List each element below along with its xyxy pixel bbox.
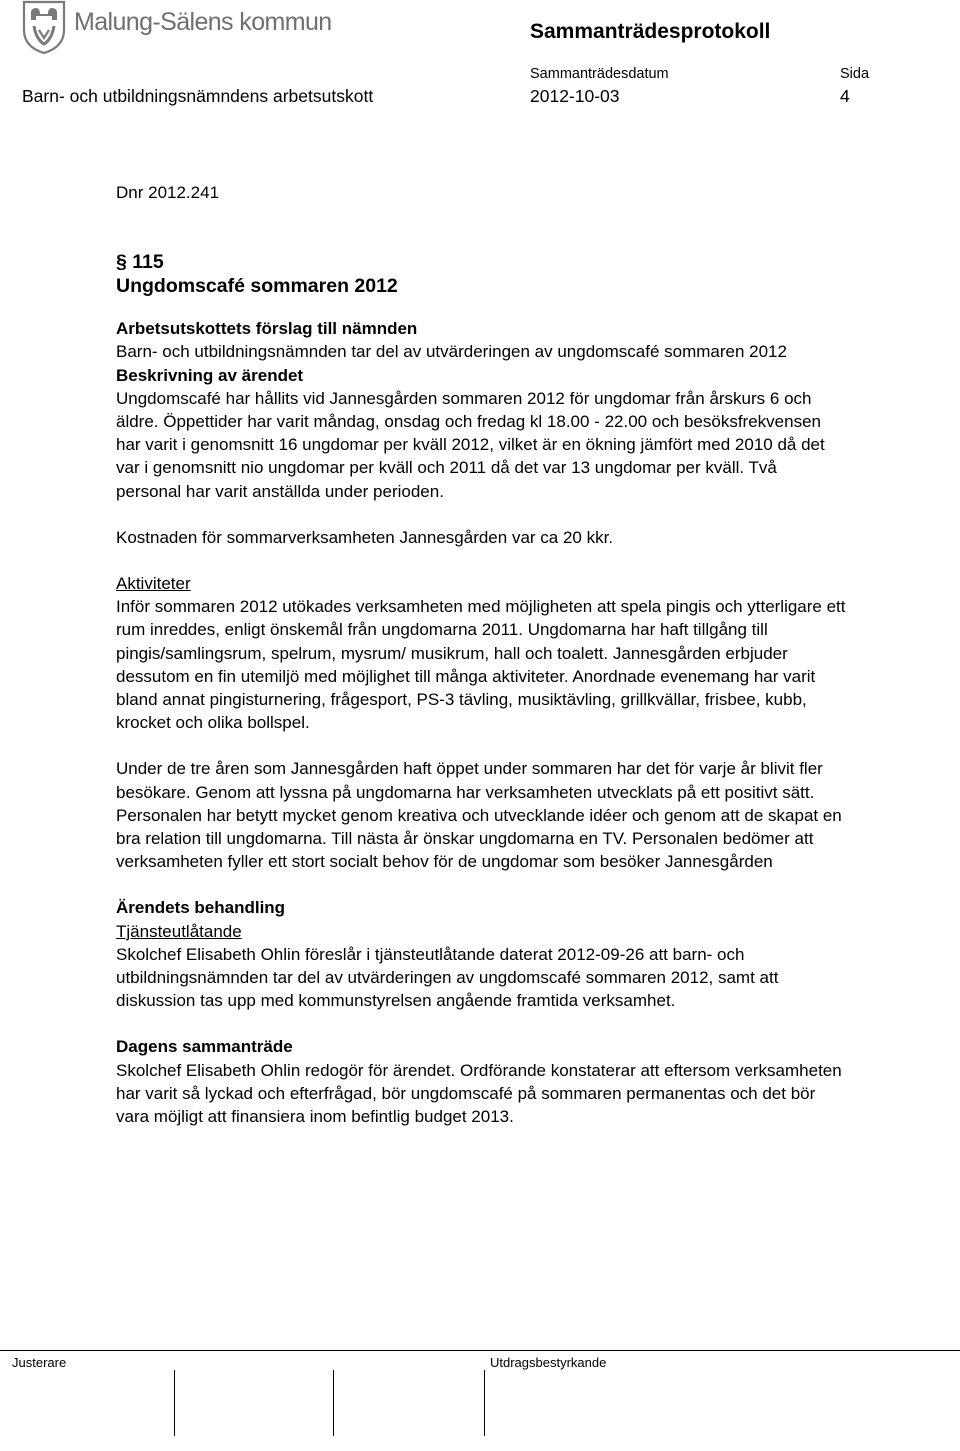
- municipality-logo: [22, 0, 332, 56]
- official-statement-text: Skolchef Elisabeth Ohlin föreslår i tjänsteutlåtande daterat 2012-09-26 att barn- och utbildningsnämnden tar del av utvärderingen av ungdomscafé sommaren 2012, samt att diskussion tas upp med kommunstyrelsen angående framtida verksamhet.: [116, 944, 779, 1011]
- activities-text: Inför sommaren 2012 utökades verksamheten med möjligheten att spela pingis och ytterligare ett rum inreddes, enligt önskemål från ungdomarna 2011. Ungdomarna har haft tillgång till pingis/samlingsrum, spelrum, mysrum/ musikrum, hall och toalett. Jannesgården erbjuder dessutom en fin utemiljö med möjlighet till många aktiviteter. Anordnade evenemang har varit bland annat pingisturnering, frågesport, PS-3 tävling, musiktävling, grillkvällar, frisbee, kubb, krocket och olika bollspel.: [116, 597, 846, 733]
- summary-text: Under de tre åren som Jannesgården haft öppet under sommaren har det för varje år blivit fler besökare. Genom att lyssna på ungdomarna har verksamheten utvecklats på ett positivt sätt. Personalen har betytt mycket genom kreativa och utvecklande idéer och genom att de skapat en bra relation till ungdomarna. Till nästa år önskar ungdomarna en TV. Personalen bedömer att verksamheten fyller ett stort socialt behov för de ungdomar som besöker Jannesgården: [116, 759, 842, 872]
- committee-name: Barn- och utbildningsnämndens arbetsutskott: [22, 86, 374, 106]
- page-number: 4: [840, 86, 850, 106]
- footer-divider: [0, 1350, 960, 1351]
- handling-heading: Ärendets behandling: [116, 898, 286, 918]
- case-number: § 115: [116, 251, 164, 274]
- activities-heading: Aktiviteter: [116, 574, 191, 594]
- meeting-date-label: Sammanträdesdatum: [530, 66, 669, 82]
- signature-line: [174, 1370, 175, 1436]
- case-reference: Dnr 2012.241: [116, 183, 220, 202]
- extract-verification-label: Utdragsbestyrkande: [490, 1355, 607, 1370]
- official-statement-heading: Tjänsteutlåtande: [116, 921, 242, 941]
- description-text: Ungdomscafé har hållits vid Jannesgården sommaren 2012 för ungdomar från årskurs 6 och äldre. Öppettider har varit måndag, onsdag och fredag kl 18.00 - 22.00 och besöksfrekvensen har varit i genomsnitt 16 ungdomar per kväll 2012, vilket är en ökning jämfört med 2010 då det var i genomsnitt nio ungdomar per kväll och 2011 då det var 13 ungdomar per kväll. Två personal har varit anställda under perioden.: [116, 388, 825, 501]
- adjusters-label: Justerare: [12, 1355, 67, 1370]
- description-heading: Beskrivning av ärendet: [116, 365, 304, 385]
- meeting-text: Skolchef Elisabeth Ohlin redogör för ärendet. Ordförande konstaterar att eftersom verksamheten har varit så lyckad och efterfrågad, bör ungdomscafé på sommaren permanentas och det bör vara möjligt att finansiera inom befintlig budget 2013.: [116, 1060, 842, 1127]
- cost-text: Kostnaden för sommarverksamheten Jannesgården var ca 20 kkr.: [116, 527, 614, 547]
- protocol-body: [116, 181, 846, 1128]
- meeting-date: 2012-10-03: [530, 86, 620, 106]
- logo-text: Malung-Sälens kommun: [74, 8, 332, 36]
- page-label: Sida: [840, 66, 870, 82]
- signature-line: [333, 1370, 334, 1436]
- signature-line: [484, 1370, 485, 1436]
- case-title: Ungdomscafé sommaren 2012: [116, 275, 398, 298]
- municipality-emblem-icon: [22, 0, 66, 54]
- proposal-text: Barn- och utbildningsnämnden tar del av utvärderingen av ungdomscafé sommaren 2012: [116, 342, 787, 362]
- proposal-heading: Arbetsutskottets förslag till nämnden: [116, 319, 418, 339]
- meeting-heading: Dagens sammanträde: [116, 1037, 293, 1057]
- document-type: Sammanträdesprotokoll: [530, 20, 771, 43]
